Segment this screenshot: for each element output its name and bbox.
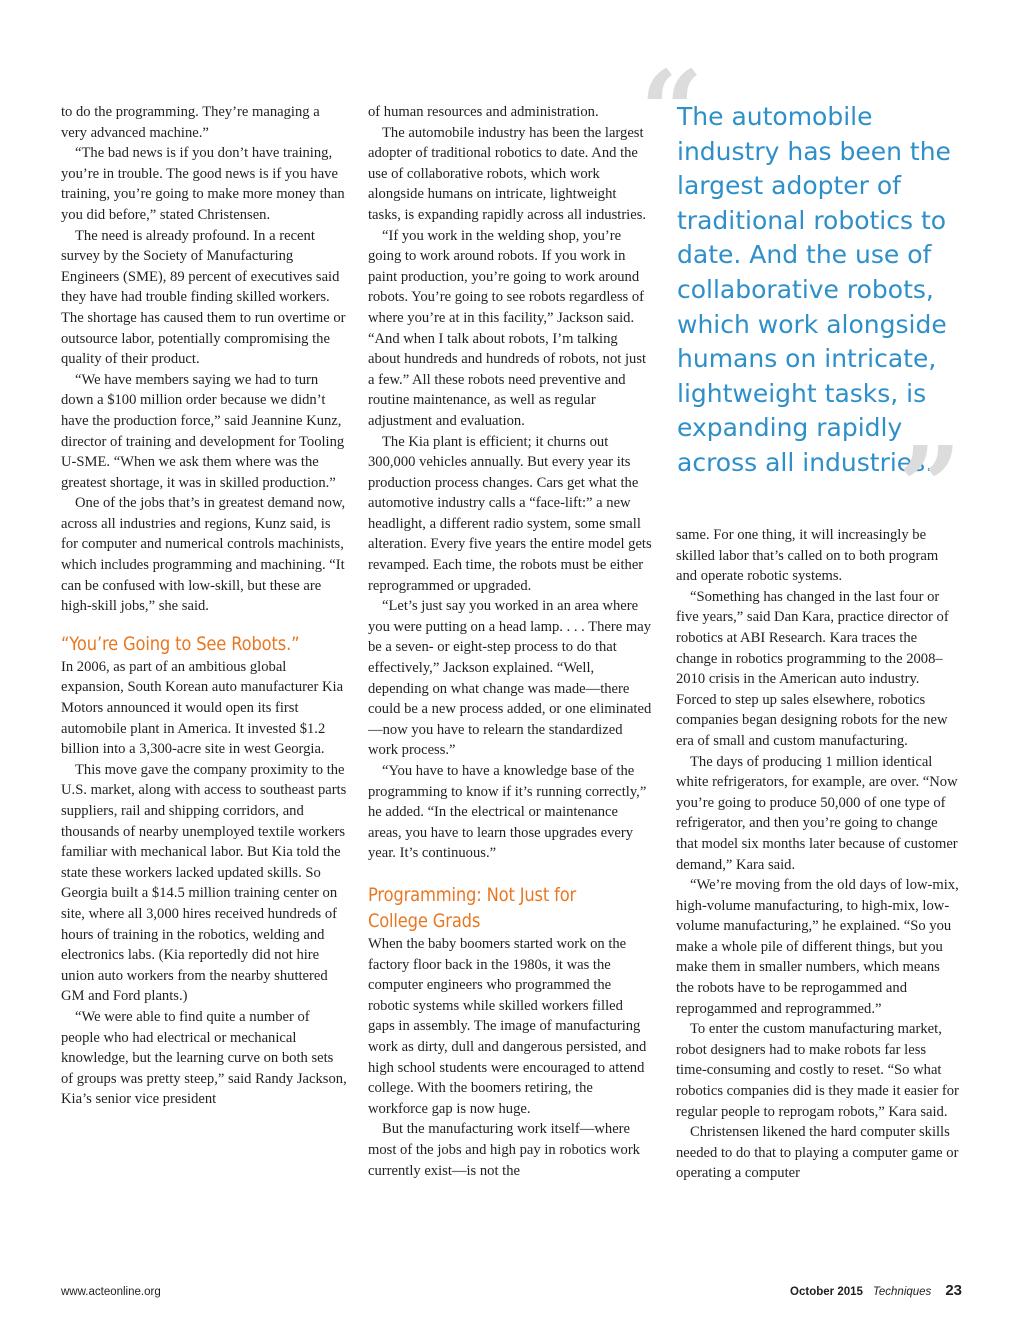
paragraph: “Something has changed in the last four or five years,” said Dan Kara, practice director of robotics at ABI Research. Kara traces the change in robotics programming to the 2008–2010 crisis in the American auto industry. Forced to step up sales elsewhere, robotics companies began designing robots for the new era of small and custom manufacturing. xyxy=(676,588,949,749)
paragraph: One of the jobs that’s in greatest demand now, across all industries and regions, Kunz said, is for computer and numerical controls machinists, which includes programming and machining. “It can be confused with low-skill, but these are high-skill jobs,” she said. xyxy=(61,495,346,615)
paragraph: When the baby boomers started work on the factory floor back in the 1980s, it was the computer engineers who programmed the robotic systems while skilled workers filled gaps in assembly. The image of manufacturing work as dirty, dull and dangerous persisted, and high school students were encouraged to attend college. With the boomers retiring, the workforce gap is now huge. xyxy=(368,935,647,1117)
footer-folio xyxy=(790,1282,962,1299)
paragraph: In 2006, as part of an ambitious global expansion, South Korean auto manufacturer Kia Motors announced it would open its first automobile plant in America. It invested $1.2 billion into a 3,300-acre site in west Georgia. xyxy=(61,658,344,758)
paragraph: same. For one thing, it will increasingly be skilled labor that’s called on to both program and operate robotic systems. xyxy=(676,527,939,585)
paragraph: “We were able to find quite a number of people who had electrical or mechanical knowledge, but the learning curve on both sets of groups was pretty steep,” said Randy Jackson, Kia’s senior vice president xyxy=(61,1008,347,1108)
section-heading-robots: “You’re Going to See Robots.” xyxy=(61,632,300,655)
paragraph: The need is already profound. In a recent survey by the Society of Manufacturing Engineers (SME), 89 percent of executives said they have had trouble finding skilled workers. The shortage has caused them to run overtime or outsource labor, potentially compromising the quality of their product. xyxy=(61,227,346,368)
column-3 xyxy=(676,525,960,1184)
footer-date: October 2015 xyxy=(790,1286,863,1298)
paragraph: But the manufacturing work itself—where most of the jobs and high pay in robotics work currently exist—is not the xyxy=(368,1121,640,1179)
section-heading-programming xyxy=(368,882,612,934)
paragraph: To enter the custom manufacturing market, robot designers had to make robots far less time-consuming and costly to reset. “So what robotics companies did is they made it easier for regular people to reprogam robots,” Kara said. xyxy=(676,1021,959,1120)
paragraph: “We have members saying we had to turn down a $100 million order because we didn’t have the production force,” said Jeannine Kunz, director of training and development for Tooling U-SME. “When we ask them where was the greatest shortage, it was in skilled production.” xyxy=(61,371,345,491)
heading-line: College Grads xyxy=(368,909,481,932)
column-1 xyxy=(61,102,349,1110)
paragraph: “We’re moving from the old days of low-mix, high-volume manufacturing, to high-mix, low-volume manufacturing,” he explained. “So you make a whole pile of different things, but you make them in smaller numbers, which means the robots have to be reprogammed and reprogammed and reprogrammed.” xyxy=(676,877,959,1017)
paragraph: The automobile industry has been the largest adopter of traditional robotics to date. And the use of collaborative robots, which work alongside humans on intricate, lightweight tasks, is expanding rapidly across all industries. xyxy=(368,124,647,223)
close-quote-mark: ” xyxy=(898,422,962,551)
paragraph: The Kia plant is efficient; it churns out 300,000 vehicles annually. But every year its production process changes. Cars get what the automotive industry calls a “face-lift:” a new headlight, a different radio system, some small alteration. Every five years the entire model gets revamped. Each time, the robots must be either reprogrammed or upgraded. xyxy=(368,433,652,594)
column-2 xyxy=(368,102,652,1181)
open-quote-mark: “ xyxy=(640,46,704,175)
paragraph: “If you work in the welding shop, you’re going to work around robots. If you work in paint production, you’re going to work around robots. You’re going to see robots regardless of where you’re at in this facility,” Jackson said. “And when I talk about robots, I’m talking about hundreds and hundreds of robots, not just a few.” All these robots need preventive and routine maintenance, as well as regular adjustment and evaluation. xyxy=(368,227,647,429)
footer-url[interactable]: www.acteonline.org xyxy=(61,1286,161,1298)
footer-publication: Techniques xyxy=(872,1286,932,1298)
paragraph: “Let’s just say you worked in an area where you were putting on a head lamp. . . . There may be a seven- or eight-step process to do that effectively,” Jackson explained. “Well, depending on what change was made—there could be a new process added, or one eliminated—now you have to relearn the standardized work process.” xyxy=(368,598,652,759)
paragraph: Christensen likened the hard computer skills needed to do that to playing a computer game or operating a computer xyxy=(676,1124,959,1182)
paragraph: of human resources and administration. xyxy=(368,104,599,120)
heading-line: Programming: Not Just for xyxy=(368,883,577,906)
page-number: 23 xyxy=(945,1282,962,1299)
paragraph: to do the programming. They’re managing a very advanced machine.” xyxy=(61,104,320,141)
paragraph: This move gave the company proximity to the U.S. market, along with access to southeast parts suppliers, rail and shipping corridors, and thousands of nearby unemployed textile workers familiar with mechanical labor. But Kia told the state these workers lacked updated skills. So Georgia built a $14.5 million training center on site, where all 3,000 hires received hundreds of hours of training in the robotics, welding and electronics labs. (Kia reportedly did not hire union auto workers from the nearby shuttered GM and Ford plants.) xyxy=(61,761,347,1005)
paragraph: “The bad news is if you don’t have training, you’re in trouble. The good news is if you have training, you’re going to make more money than you did before,” stated Christensen. xyxy=(61,145,345,223)
paragraph: “You have to have a knowledge base of the programming to know if it’s running correctly,” he added. “In the electrical or maintenance areas, you have to learn those upgrades every year. It’s continuous.” xyxy=(368,763,647,862)
pull-quote: The automobile industry has been the largest adopter of traditional robotics to date. And the use of collaborative robots, which work alongside humans on intricate, lightweight tasks, is expanding rapidly across all industries. xyxy=(677,102,951,477)
paragraph: The days of producing 1 million identical white refrigerators, for example, are over. “Now you’re going to produce 50,000 of one type of refrigerator, and then you’re going to change that model six months later because of customer demand,” Kara said. xyxy=(676,753,958,873)
